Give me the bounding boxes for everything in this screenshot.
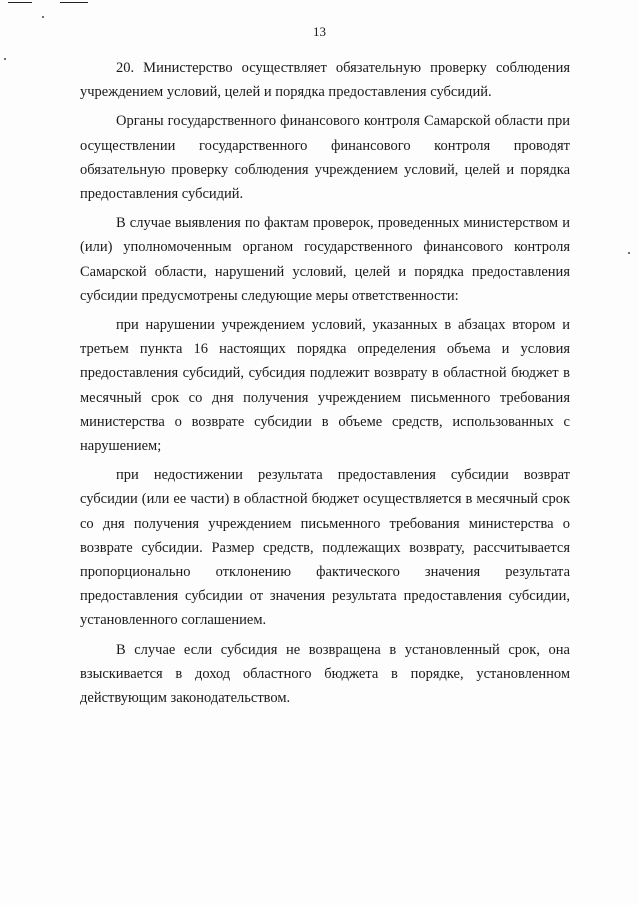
paragraph-recovery: В случае если субсидия не возвращена в установленный срок, она взыскивается в доход областного бюджета в порядке, установленном действующим законодательством. [80, 641, 570, 707]
scan-edge-mark [60, 2, 88, 3]
page-number: 13 [313, 24, 326, 39]
paragraph-20-ministry-check: 20. Министерство осуществляет обязательную проверку соблюдения учреждением условий, целей и порядка предоставления субсидий. [80, 60, 570, 101]
scan-speck [4, 58, 6, 60]
document-body [80, 56, 570, 715]
paragraph-violation-return: при нарушении учреждением условий, указанных в абзацах втором и третьем пункта 16 настоящих порядка определения объема и условия предоставления субсидий, субсидия подлежит возврату в областной бюджет в месячный срок со дня получения учреждением письменного требования министерства о возврате субсидии в объеме средств, использованных с нарушением; [80, 317, 570, 455]
scan-edge-mark [8, 2, 32, 3]
paragraph-result-not-achieved: при недостижении результата предоставления субсидии возврат субсидии (или ее части) в областной бюджет осуществляется в месячный срок со дня получения учреждением письменного требования министерства о возврате субсидии. Размер средств, подлежащих возврату, рассчитывается пропорционально отклонению фактического значения результата предоставления субсидии от значения результата предоставления субсидии, установленного соглашением. [80, 467, 570, 629]
scan-speck [42, 16, 44, 18]
scan-speck [628, 252, 630, 254]
paragraph-financial-control-bodies: Органы государственного финансового контроля Самарской области при осуществлении государственного финансового контроля проводят обязательную проверку соблюдения учреждением условий, целей и порядка предоставления субсидий. [80, 113, 570, 203]
paragraph-violations-measures: В случае выявления по фактам проверок, проведенных министерством и (или) уполномоченным органом государственного финансового контроля Самарской области, нарушений условий, целей и порядка предоставления субсидии предусмотрены следующие меры ответственности: [80, 215, 570, 304]
